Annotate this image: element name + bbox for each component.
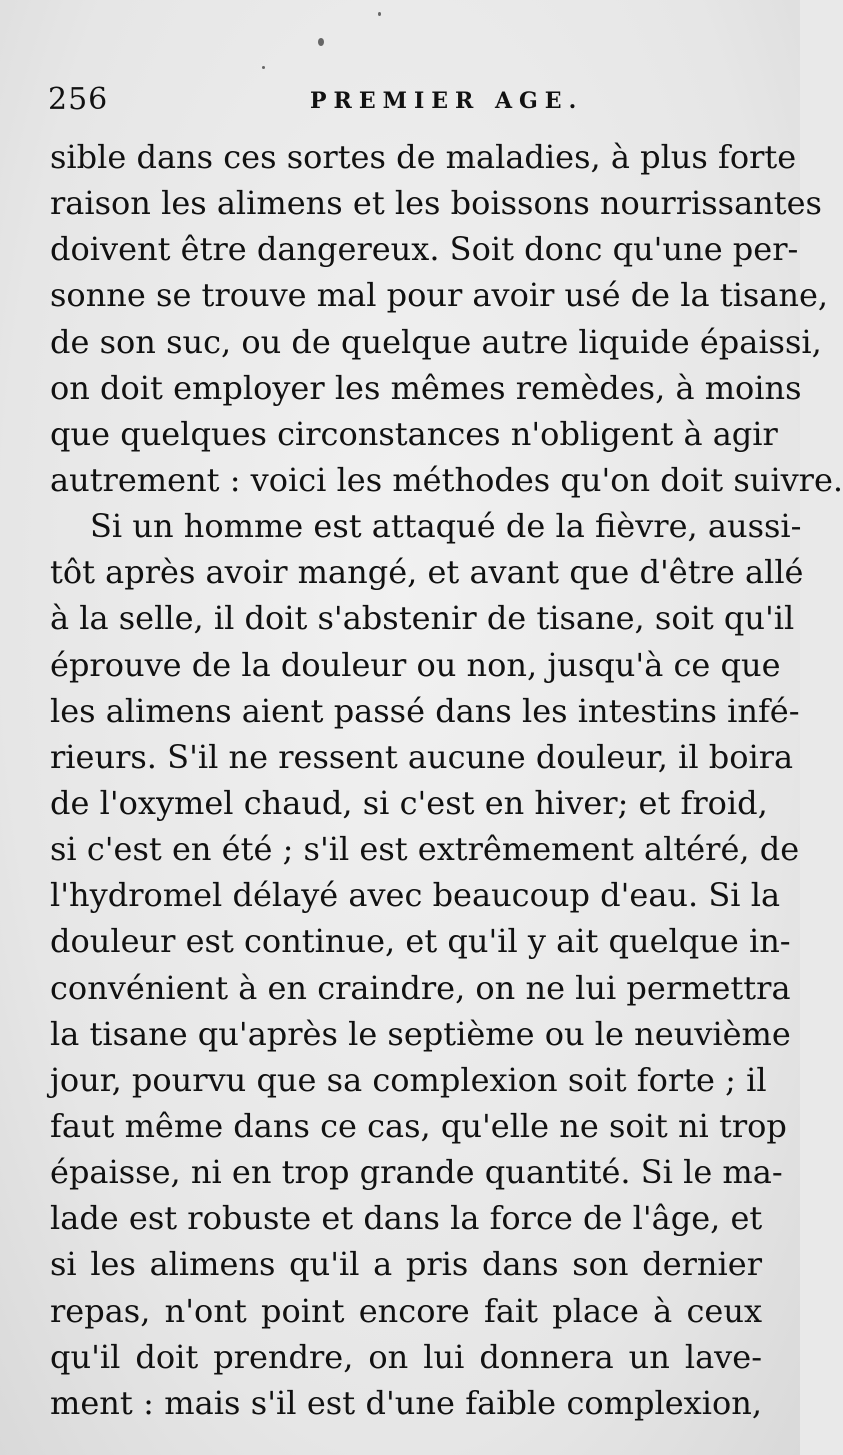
text-line: repas, n'ont point encore fait place à ceux [50, 1291, 762, 1330]
text-line: les alimens aient passé dans les intestins infé- [50, 691, 800, 730]
text-line: de son suc, ou de quelque autre liquide épaissi, [50, 322, 822, 361]
ink-speck [262, 66, 265, 69]
ink-speck [318, 38, 324, 46]
text-line: qu'il doit prendre, on lui donnera un lave- [50, 1337, 762, 1376]
running-title: PREMIER AGE. [310, 88, 584, 114]
text-line: raison les alimens et les boissons nourrissantes [50, 184, 822, 223]
ink-speck [378, 12, 381, 16]
text-line: de l'oxymel chaud, si c'est en hiver; et froid, [50, 783, 768, 822]
text-line: sonne se trouve mal pour avoir usé de la tisane, [50, 276, 829, 315]
text-line: tôt après avoir mangé, et avant que d'être allé [50, 553, 804, 592]
text-line: rieurs. S'il ne ressent aucune douleur, il boira [50, 737, 794, 776]
text-line: doivent être dangereux. Soit donc qu'une per- [50, 230, 799, 269]
text-line: Si un homme est attaqué de la fièvre, aussi- [90, 507, 802, 546]
text-line: que quelques circonstances n'obligent à agir [50, 414, 778, 453]
text-line: on doit employer les mêmes remèdes, à moins [50, 368, 802, 407]
text-line: si les alimens qu'il a pris dans son dernier [50, 1245, 762, 1284]
text-line: douleur est continue, et qu'il y ait quelque in- [50, 922, 791, 961]
text-line: lade est robuste et dans la force de l'âge, et [50, 1199, 763, 1238]
text-line: à la selle, il doit s'abstenir de tisane, soit qu'il [50, 599, 795, 638]
text-line: autrement : voici les méthodes qu'on doit suivre. [50, 460, 843, 499]
text-line: jour, pourvu que sa complexion soit forte ; il [50, 1060, 767, 1099]
text-line: ment : mais s'il est d'une faible complexion, [50, 1383, 762, 1422]
text-line: sible dans ces sortes de maladies, à plus forte [50, 138, 797, 176]
text-line: convénient à en craindre, on ne lui permettra [50, 968, 791, 1007]
text-line: éprouve de la douleur ou non, jusqu'à ce que [50, 645, 781, 684]
text-line: épaisse, ni en trop grande quantité. Si le ma- [50, 1153, 783, 1192]
text-line: la tisane qu'après le septième ou le neuvième [50, 1014, 791, 1053]
text-line: si c'est en été ; s'il est extrêmement altéré, de [50, 830, 800, 869]
page-header [48, 82, 760, 122]
text-line: l'hydromel délayé avec beaucoup d'eau. Si la [50, 876, 781, 915]
text-line: faut même dans ce cas, qu'elle ne soit ni trop [50, 1106, 787, 1145]
page-number: 256 [48, 82, 109, 117]
body-text [50, 134, 843, 1426]
